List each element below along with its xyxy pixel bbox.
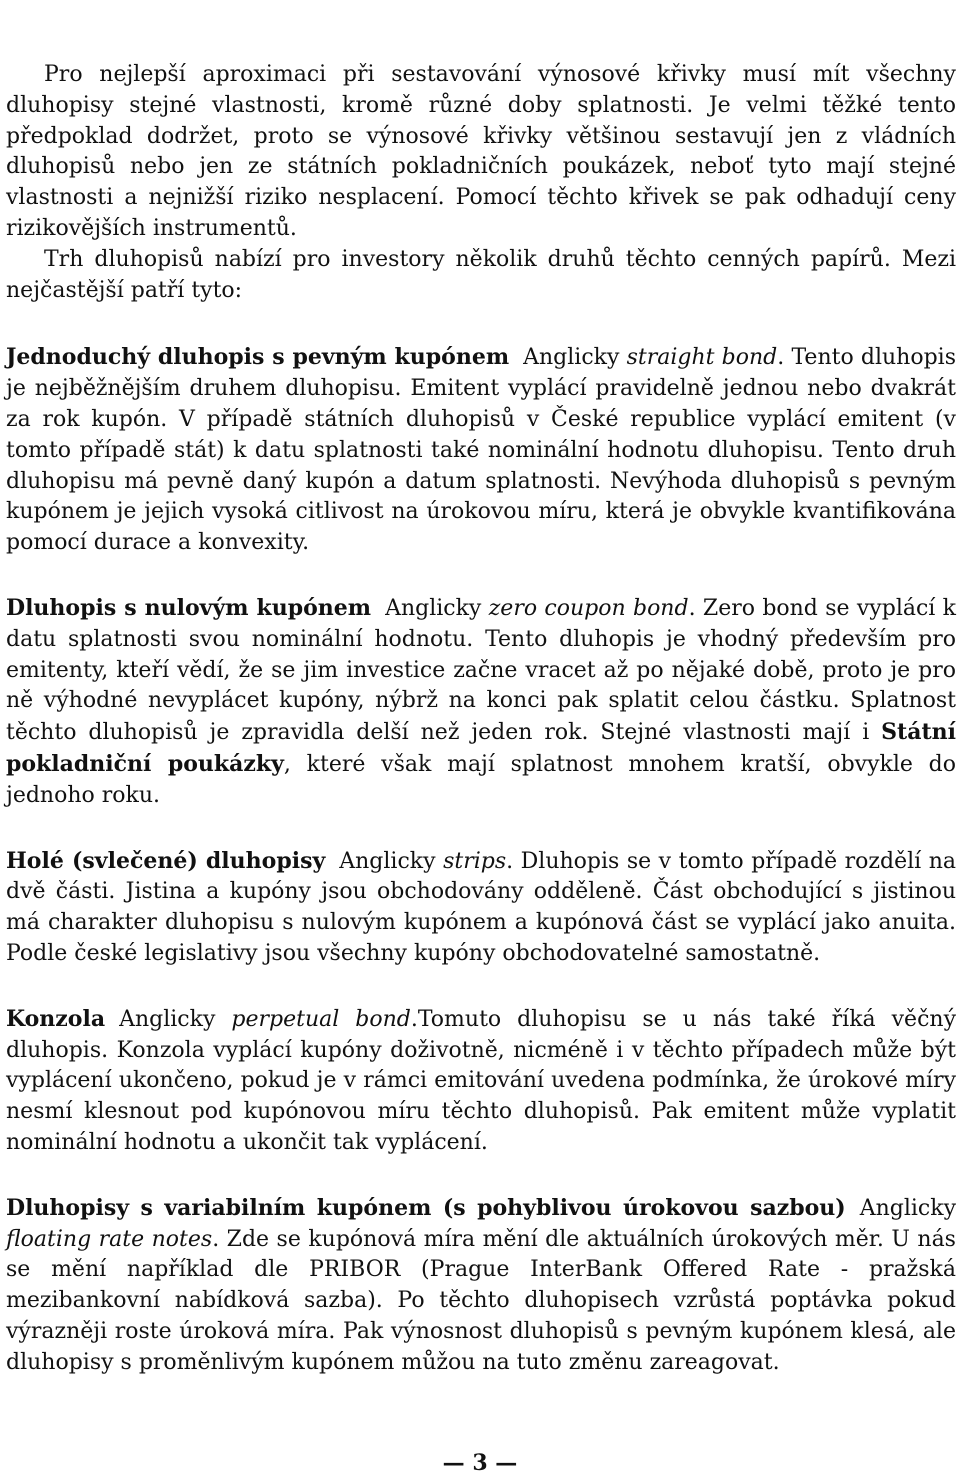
document-page: [6, 60, 956, 1378]
bond-description: . Zero bond se vyplácí k datu splatnosti svou nominální hodnotu. Tento dluhopis je vhodný především pro emitenty, kteří vědí, že se jim investice začne vracet až po nějaké době, proto je pro ně výhodné nevyplácet kupóny, nýbrž na konci pak splatit celou částku. Splatnost těchto dluhopisů je zpravidla delší než jeden rok. Stejné vlastnosti mají i: [6, 595, 957, 746]
bond-english-prefix: Anglicky: [859, 1195, 956, 1221]
bond-inline-bold: Státní pokladniční poukázky: [6, 719, 956, 777]
bond-description-continued: , které však mají splatnost mnohem kratší, obvykle do jednoho roku.: [6, 751, 957, 808]
bond-types-list: [6, 342, 956, 1378]
bond-term: Dluhopis s nulovým kupónem: [6, 594, 372, 621]
bond-english-prefix: Anglicky: [339, 848, 444, 874]
bond-english-name: floating rate notes: [6, 1226, 213, 1252]
bond-english-name: straight bond: [626, 345, 778, 371]
bond-english-name: perpetual bond: [231, 1006, 411, 1032]
bond-english-prefix: Anglicky: [385, 595, 489, 621]
bond-term: Holé (svlečené) dluhopisy: [6, 847, 326, 874]
bond-term: Konzola: [6, 1005, 106, 1032]
bond-term: Dluhopisy s variabilním kupónem (s pohyblivou úrokovou sazbou): [6, 1194, 846, 1221]
bond-type-floating: [6, 1193, 956, 1379]
bond-type-perpetual: [6, 1004, 956, 1159]
bond-english-name: strips: [443, 848, 507, 874]
bond-description: . Dluhopis se v tomto případě rozdělí na dvě části. Jistina a kupóny jsou obchodovány odděleně. Část obchodující s jistinou má charakter dluhopisu s nulovým kupónem a kupónová část se vyplácí jako anuita. Podle české legislativy jsou všechny kupóny obchodovatelné samostatně.: [6, 848, 956, 966]
bond-type-zero-coupon: [6, 593, 956, 812]
bond-term: Jednoduchý dluhopis s pevným kupónem: [6, 344, 510, 371]
page-number: — 3 —: [442, 1450, 518, 1476]
bond-description: . Zde se kupónová míra mění dle aktuálních úrokových měr. U nás se mění například dle PRIBOR (Prague InterBank Offered Rate - pražská mezibankovní nabídková sazba). Po těchto dluhopisech vzrůstá poptávka pokud výrazněji roste úroková míra. Pak výnosnost dluhopisů s pevným kupónem klesá, ale dluhopisy s proměnlivým kupónem můžou na tuto změnu zareagovat.: [6, 1226, 956, 1375]
bond-english-prefix: Anglicky: [119, 1006, 232, 1032]
bond-type-strips: [6, 846, 956, 970]
bond-english-prefix: Anglicky: [523, 345, 627, 371]
bond-english-name: zero coupon bond: [488, 595, 689, 621]
intro-paragraph-1: Pro nejlepší aproximaci při sestavování výnosové křivky musí mít všechny dluhopisy stejné vlastnosti, kromě různé doby splatnosti. Je velmi těžké tento předpoklad dodržet, proto se výnosové křivky většinou sestavují jen z vládních dluhopisů nebo jen ze státních pokladničních poukázek, neboť tyto mají stejné vlastnosti a nejnižší riziko nesplacení. Pomocí těchto křivek se pak odhadují ceny rizikovějších instrumentů.: [6, 62, 956, 241]
bond-type-straight: [6, 342, 956, 559]
bond-description: .Tomuto dluhopisu se u nás také říká věčný dluhopis. Konzola vyplácí kupóny doživotně, nicméně i v těchto případech může být vyplácení ukončeno, pokud je v rámci emitování uvedena podmínka, že úrokové míry nesmí klesnout pod kupónovou míru těchto dluhopisů. Pak emitent může vyplatit nominální hodnotu a ukončit tak vyplácení.: [6, 1006, 956, 1155]
intro-paragraph-2: Trh dluhopisů nabízí pro investory několik druhů těchto cenných papírů. Mezi nejčastější patří tyto:: [6, 246, 956, 303]
bond-description: . Tento dluhopis je nejběžnějším druhem dluhopisu. Emitent vyplácí pravidelně jednou nebo dvakrát za rok kupón. V případě státních dluhopisů v České republice vyplácí emitent (v tomto případě stát) k datu splatnosti také nominální hodnotu dluhopisu. Tento druh dluhopisu má pevně daný kupón a datum splatnosti. Nevýhoda dluhopisů s pevným kupónem je jejich vysoká citlivost na úrokovou míru, která je obvykle kvantifikována pomocí durace a konvexity.: [6, 345, 956, 556]
